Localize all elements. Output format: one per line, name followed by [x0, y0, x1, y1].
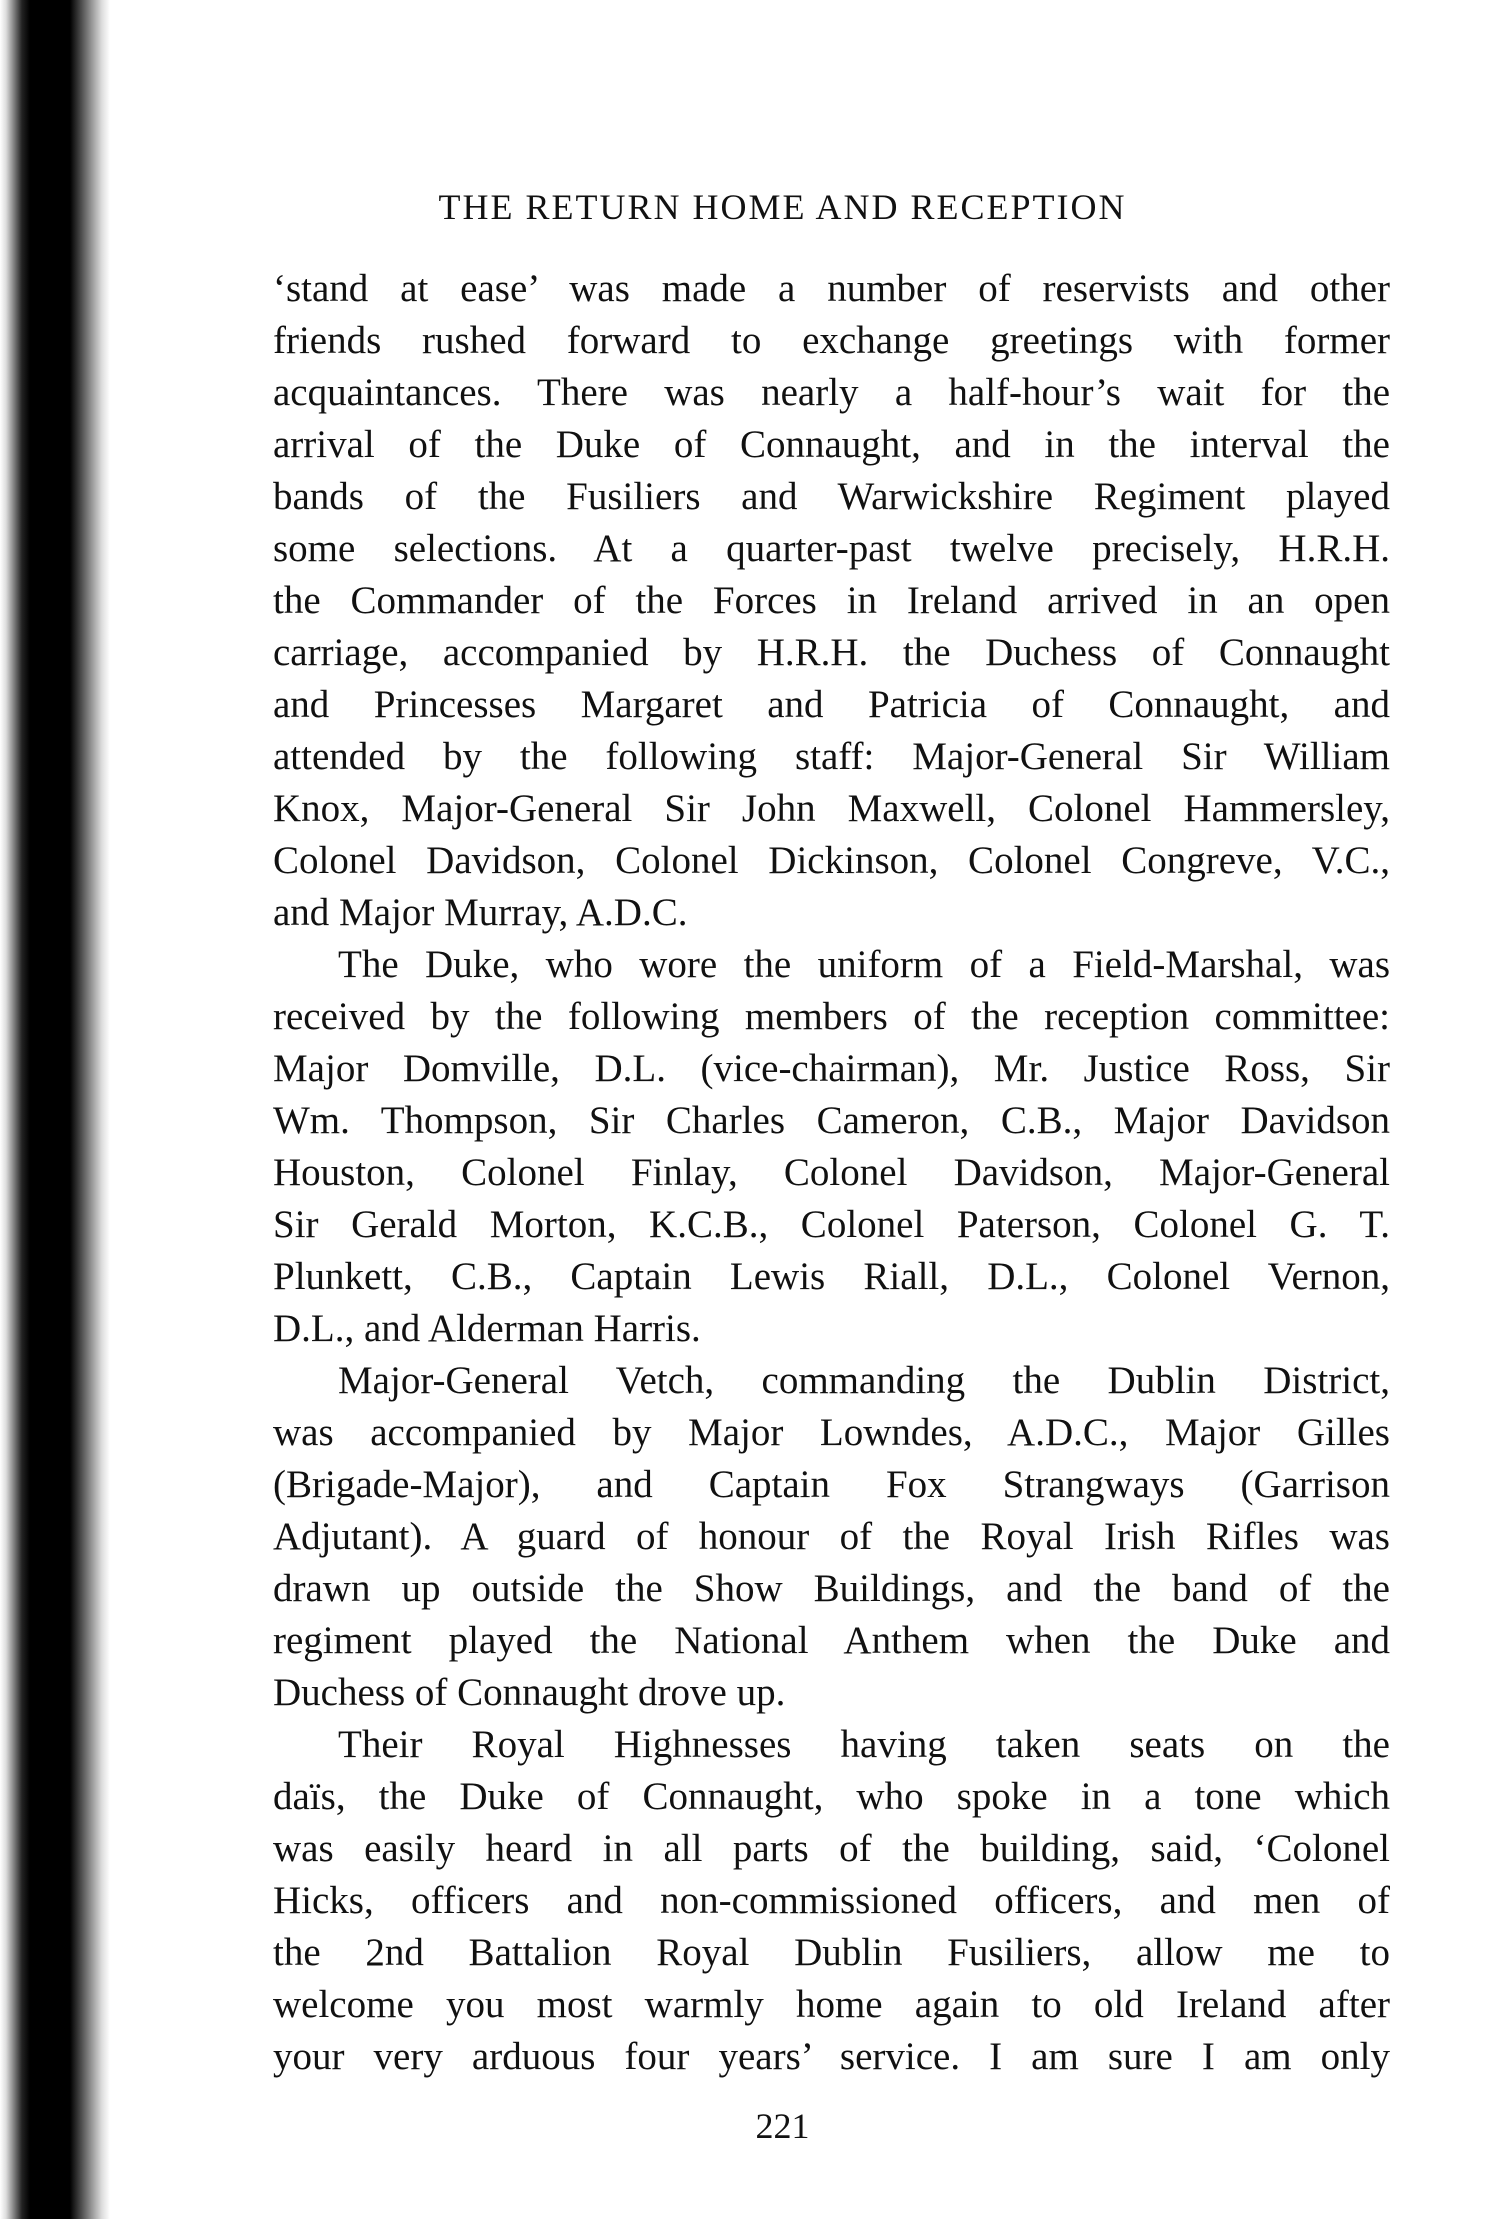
scanned-binding-edge: [0, 0, 110, 2219]
text-line: ‘stand at ease’ was made a number of reservists and other: [273, 267, 1390, 310]
text-line: Hicks, officers and non-commissioned officers, and men of: [273, 1879, 1390, 1922]
text-line: carriage, accompanied by H.R.H. the Duchess of Connaught: [273, 631, 1390, 674]
running-head: THE RETURN HOME AND RECEPTION: [438, 187, 1127, 227]
text-line: Sir Gerald Morton, K.C.B., Colonel Paterson, Colonel G. T.: [273, 1203, 1390, 1246]
text-line: Houston, Colonel Finlay, Colonel Davidson, Major-General: [273, 1151, 1390, 1194]
text-line: welcome you most warmly home again to old Ireland after: [273, 1983, 1390, 2026]
text-line: Their Royal Highnesses having taken seats on the: [338, 1723, 1390, 1766]
text-line: Duchess of Connaught drove up.: [273, 1671, 786, 1714]
text-line: bands of the Fusiliers and Warwickshire Regiment played: [273, 475, 1390, 518]
text-line: and Major Murray, A.D.C.: [273, 891, 688, 934]
text-line: daïs, the Duke of Connaught, who spoke in a tone which: [273, 1775, 1390, 1818]
text-line: Adjutant). A guard of honour of the Royal Irish Rifles was: [273, 1515, 1390, 1558]
text-line: Major Domville, D.L. (vice-chairman), Mr. Justice Ross, Sir: [273, 1047, 1390, 1090]
text-line: regiment played the National Anthem when the Duke and: [273, 1619, 1390, 1662]
text-line: some selections. At a quarter-past twelve precisely, H.R.H.: [273, 527, 1390, 570]
text-line: (Brigade-Major), and Captain Fox Strangways (Garrison: [273, 1463, 1390, 1506]
text-line: acquaintances. There was nearly a half-hour’s wait for the: [273, 371, 1390, 414]
text-line: friends rushed forward to exchange greetings with former: [273, 319, 1390, 362]
text-line: D.L., and Alderman Harris.: [273, 1307, 701, 1350]
text-line: The Duke, who wore the uniform of a Field-Marshal, was: [338, 943, 1390, 986]
text-line: was easily heard in all parts of the building, said, ‘Colonel: [273, 1827, 1390, 1870]
text-line: the 2nd Battalion Royal Dublin Fusiliers, allow me to: [273, 1931, 1390, 1974]
text-line: Wm. Thompson, Sir Charles Cameron, C.B., Major Davidson: [273, 1099, 1390, 1142]
text-line: attended by the following staff: Major-General Sir William: [273, 735, 1390, 778]
text-line: Colonel Davidson, Colonel Dickinson, Colonel Congreve, V.C.,: [273, 839, 1390, 882]
text-line: and Princesses Margaret and Patricia of Connaught, and: [273, 683, 1390, 726]
text-line: Major-General Vetch, commanding the Dublin District,: [338, 1359, 1390, 1402]
text-line: Knox, Major-General Sir John Maxwell, Colonel Hammersley,: [273, 787, 1390, 830]
text-line: was accompanied by Major Lowndes, A.D.C., Major Gilles: [273, 1411, 1390, 1454]
text-line: arrival of the Duke of Connaught, and in the interval the: [273, 423, 1390, 466]
text-line: Plunkett, C.B., Captain Lewis Riall, D.L., Colonel Vernon,: [273, 1255, 1390, 1298]
text-line: drawn up outside the Show Buildings, and the band of the: [273, 1567, 1390, 1610]
text-line: the Commander of the Forces in Ireland arrived in an open: [273, 579, 1390, 622]
text-line: your very arduous four years’ service. I am sure I am only: [273, 2035, 1390, 2078]
page-number: 221: [755, 2106, 810, 2146]
page-body: [273, 263, 1390, 2083]
text-line: received by the following members of the reception committee:: [273, 995, 1390, 1038]
